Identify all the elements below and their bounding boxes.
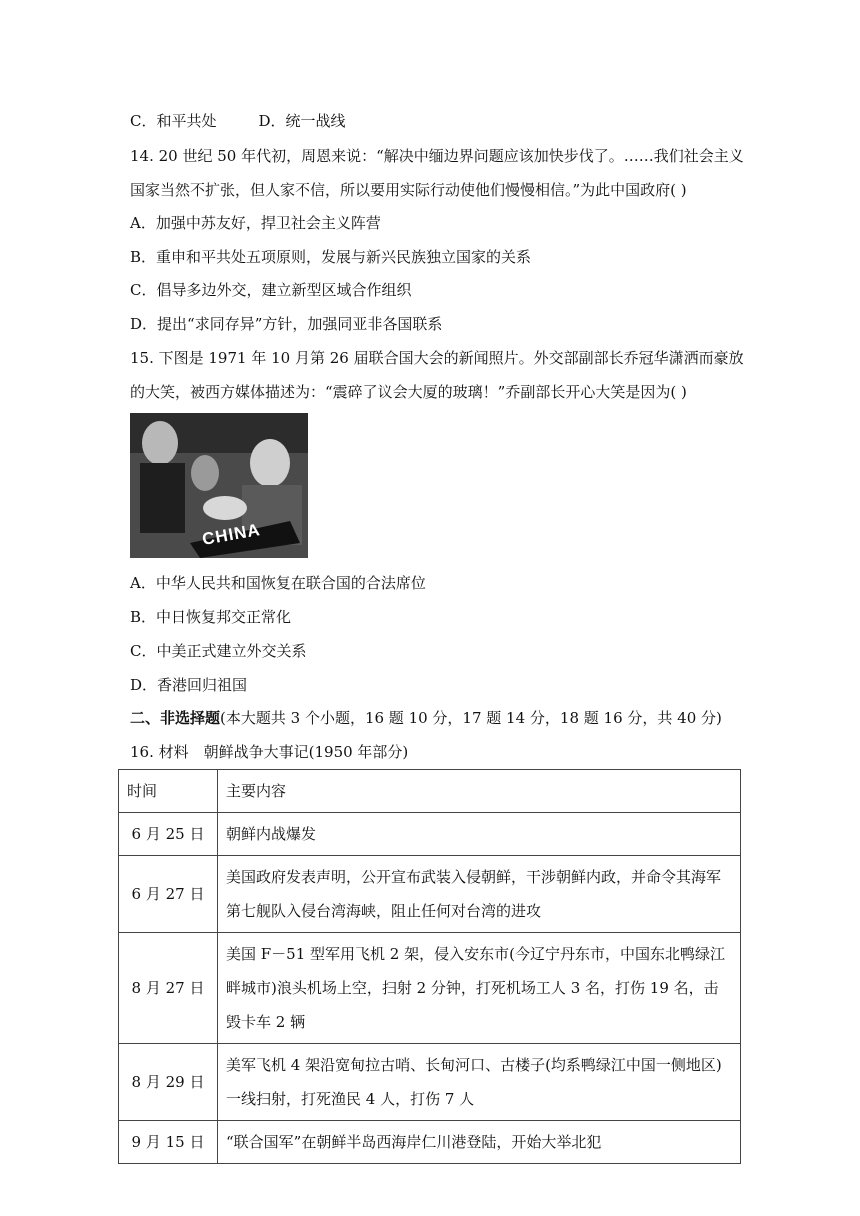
- un-news-photo: [130, 413, 308, 558]
- q14-stem-line2: 国家当然不扩张，但人家不信，所以要用实际行动使他们慢慢相信。”为此中国政府( ): [130, 181, 687, 199]
- row-content: 美国 F－51 型军用飞机 2 架，侵入安东市(今辽宁丹东市，中国东北鸭绿江畔城市)浪头机场上空，扫射 2 分钟，打死机场工人 3 名，打伤 19 名，击毁卡车 2 辆: [218, 933, 741, 1044]
- row-date: 9 月 15 日: [119, 1121, 218, 1164]
- q15-option-a: A．中华人民共和国恢复在联合国的合法席位: [130, 574, 426, 592]
- korean-war-events-table: [118, 769, 741, 1164]
- q14-option-b: B．重申和平共处五项原则，发展与新兴民族独立国家的关系: [130, 248, 532, 266]
- china-nameplate: CHINA: [200, 520, 262, 549]
- q15-option-b: B．中日恢复邦交正常化: [130, 608, 292, 626]
- q13-option-d: D．统一战线: [258, 112, 346, 130]
- q13-options: [130, 111, 346, 131]
- q14-option-c: C．倡导多边外交，建立新型区域合作组织: [130, 281, 412, 299]
- header-date: 时间: [119, 770, 218, 813]
- row-content: 美国政府发表声明，公开宣布武装入侵朝鲜，干涉朝鲜内政，并命令其海军第七舰队入侵台湾海峡，阻止任何对台湾的进攻: [218, 856, 741, 933]
- section2-note: (本大题共 3 个小题，16 题 10 分，17 题 14 分，18 题 16 分，共 40 分): [220, 709, 722, 727]
- row-date: 6 月 25 日: [119, 813, 218, 856]
- section2-title: 二、非选择题: [130, 709, 221, 727]
- row-content: 美军飞机 4 架沿宽甸拉古哨、长甸河口、古楼子(均系鸭绿江中国一侧地区)一线扫射，打死渔民 4 人，打伤 7 人: [218, 1044, 741, 1121]
- section2-heading: [130, 708, 722, 728]
- q14-stem-line1: 14. 20 世纪 50 年代初，周恩来说：“解决中缅边界问题应该加快步伐了。……我们社会主义: [130, 147, 744, 165]
- q15-option-c: C．中美正式建立外交关系: [130, 642, 307, 660]
- row-content: 朝鲜内战爆发: [218, 813, 741, 856]
- q14-option-a: A．加强中苏友好，捍卫社会主义阵营: [130, 214, 381, 232]
- q16-intro: 16. 材料 朝鲜战争大事记(1950 年部分): [130, 743, 409, 761]
- row-date: 8 月 29 日: [119, 1044, 218, 1121]
- q15-stem-line1: 15. 下图是 1971 年 10 月第 26 届联合国大会的新闻照片。外交部副部长乔冠华潇洒而豪放: [130, 349, 744, 367]
- table-header-row: [119, 770, 741, 813]
- row-date: 8 月 27 日: [119, 933, 218, 1044]
- row-date: 6 月 27 日: [119, 856, 218, 933]
- table-row: [119, 856, 741, 933]
- header-content: 主要内容: [218, 770, 741, 813]
- table-row: [119, 933, 741, 1044]
- table-row: [119, 1121, 741, 1164]
- q13-option-c: C．和平共处: [130, 112, 217, 130]
- q15-stem-line2: 的大笑，被西方媒体描述为：“震碎了议会大厦的玻璃！”乔副部长开心大笑是因为( ): [130, 383, 687, 401]
- table-row: [119, 1044, 741, 1121]
- row-content: “联合国军”在朝鲜半岛西海岸仁川港登陆，开始大举北犯: [218, 1121, 741, 1164]
- q14-option-d: D．提出“求同存异”方针，加强同亚非各国联系: [130, 315, 443, 333]
- table-row: [119, 813, 741, 856]
- q15-option-d: D．香港回归祖国: [130, 676, 248, 694]
